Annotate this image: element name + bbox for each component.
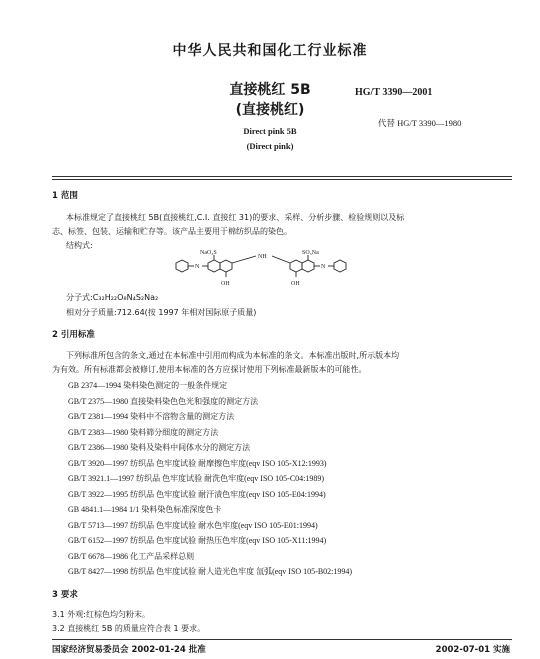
reference-item: GB/T 3920—1997 纺织品 色牢度试验 耐摩擦色牢度(eqv ISO 105-X12:1993) (68, 458, 327, 468)
right-naphthalene-ring-a (290, 260, 302, 272)
hydroxyl-right: OH (291, 281, 300, 287)
hydroxyl-left: OH (221, 281, 230, 287)
section-3-heading: 3 要求 (52, 590, 78, 600)
reference-item: GB/T 3922—1995 纺织品 色牢度试验 耐汗渍色牢度(eqv ISO 105-E04:1994) (68, 489, 326, 499)
section-1-heading: 1 范围 (52, 191, 78, 201)
standard-title: 直接桃红 5B (229, 82, 311, 98)
refs-paragraph-2: 为有效。所有标准都会被修订,使用本标准的各方应探讨使用下列标准最新版本的可能性。 (52, 365, 367, 374)
approval-line: 国家经济贸易委员会 2002-01-24 批准 (52, 645, 206, 655)
standard-code: HG/T 3390—2001 (355, 87, 433, 98)
sulfonate-left: NaO₃S (200, 250, 217, 256)
reference-item: GB 4841.1—1984 1/1 染料染色标准深度色卡 (68, 505, 222, 514)
right-phenyl-ring (334, 260, 346, 272)
reference-item: GB/T 2383—1980 染料筛分细度的测定方法 (68, 427, 219, 437)
issuing-org: 中华人民共和国化工行业标准 (172, 43, 368, 59)
normative-references-list (68, 378, 352, 580)
reference-item: GB/T 6678—1986 化工产品采样总则 (68, 551, 195, 561)
replaces-note: 代替 HG/T 3390—1980 (378, 118, 462, 128)
azo-n-left: N (195, 264, 200, 270)
reference-item: GB/T 2381—1994 染料中不溶物含量的测定方法 (68, 412, 235, 421)
requirement-3-2: 3.2 直接桃红 5B 的质量应符合表 1 要求。 (52, 624, 206, 633)
reference-item: GB/T 2375—1980 直接染料染色色光和强度的测定方法 (68, 396, 259, 406)
footer-divider (52, 639, 512, 640)
sulfonate-right: SO₃Na (302, 250, 319, 256)
molecular-formula: 分子式:C₃₂H₂₂O₈N₄S₂Na₂ (66, 293, 159, 302)
reference-item: GB/T 3921.1—1997 纺织品 色牢度试验 耐洗色牢度(eqv ISO 105-C04:1989) (68, 474, 325, 483)
standard-title-alt: (直接桃红) (235, 102, 305, 118)
header-divider-second (52, 179, 512, 180)
refs-paragraph-1: 下列标准所包含的条文,通过在本标准中引用而构成为本标准的条文。本标准出版时,所示版本均 (66, 351, 400, 360)
header-divider (52, 176, 512, 177)
reference-item: GB/T 2386—1980 染料及染料中间体水分的测定方法 (68, 443, 251, 452)
structural-formula (170, 247, 370, 289)
right-naphthalene-ring-b (302, 260, 314, 272)
effective-date-line: 2002-07-01 实施 (435, 645, 510, 655)
reference-item: GB/T 5713—1997 纺织品 色牢度试验 耐水色牢度(eqv ISO 105-E01:1994) (68, 520, 318, 530)
left-naphthalene-ring-a (208, 260, 220, 272)
azo-n-right: N (321, 264, 326, 270)
left-naphthalene-ring-b (220, 260, 232, 272)
scope-paragraph-1: 本标准规定了直接桃红 5B(直接桃红,C.I. 直接红 31)的要求、采样、分析步骤、检验规则以及标 (66, 213, 405, 222)
scope-paragraph-2: 志、标签、包装、运输和贮存等。该产品主要用于棉纺织品的染色。 (52, 227, 292, 236)
nh-bridge: NH (258, 254, 267, 260)
reference-item: GB 2374—1994 染料染色测定的一般条件规定 (68, 381, 228, 390)
molecular-mass: 相对分子质量:712.64(按 1997 年相对国际原子质量) (66, 308, 257, 317)
requirement-3-1: 3.1 外观:红棕色均匀粉末。 (52, 610, 150, 619)
english-title: Direct pink 5B (243, 126, 297, 136)
section-2-heading: 2 引用标准 (52, 330, 95, 340)
left-phenyl-ring (176, 260, 188, 272)
reference-item: GB/T 8427—1998 纺织品 色牢度试验 耐人造光色牢度 氙弧(eqv ISO 105-B02:1994) (68, 567, 353, 576)
reference-item: GB/T 6152—1997 纺织品 色牢度试验 耐热压色牢度(eqv ISO 105-X11:1994) (68, 536, 327, 545)
structure-label: 结构式: (66, 241, 93, 250)
english-title-alt: (Direct pink) (246, 141, 294, 151)
